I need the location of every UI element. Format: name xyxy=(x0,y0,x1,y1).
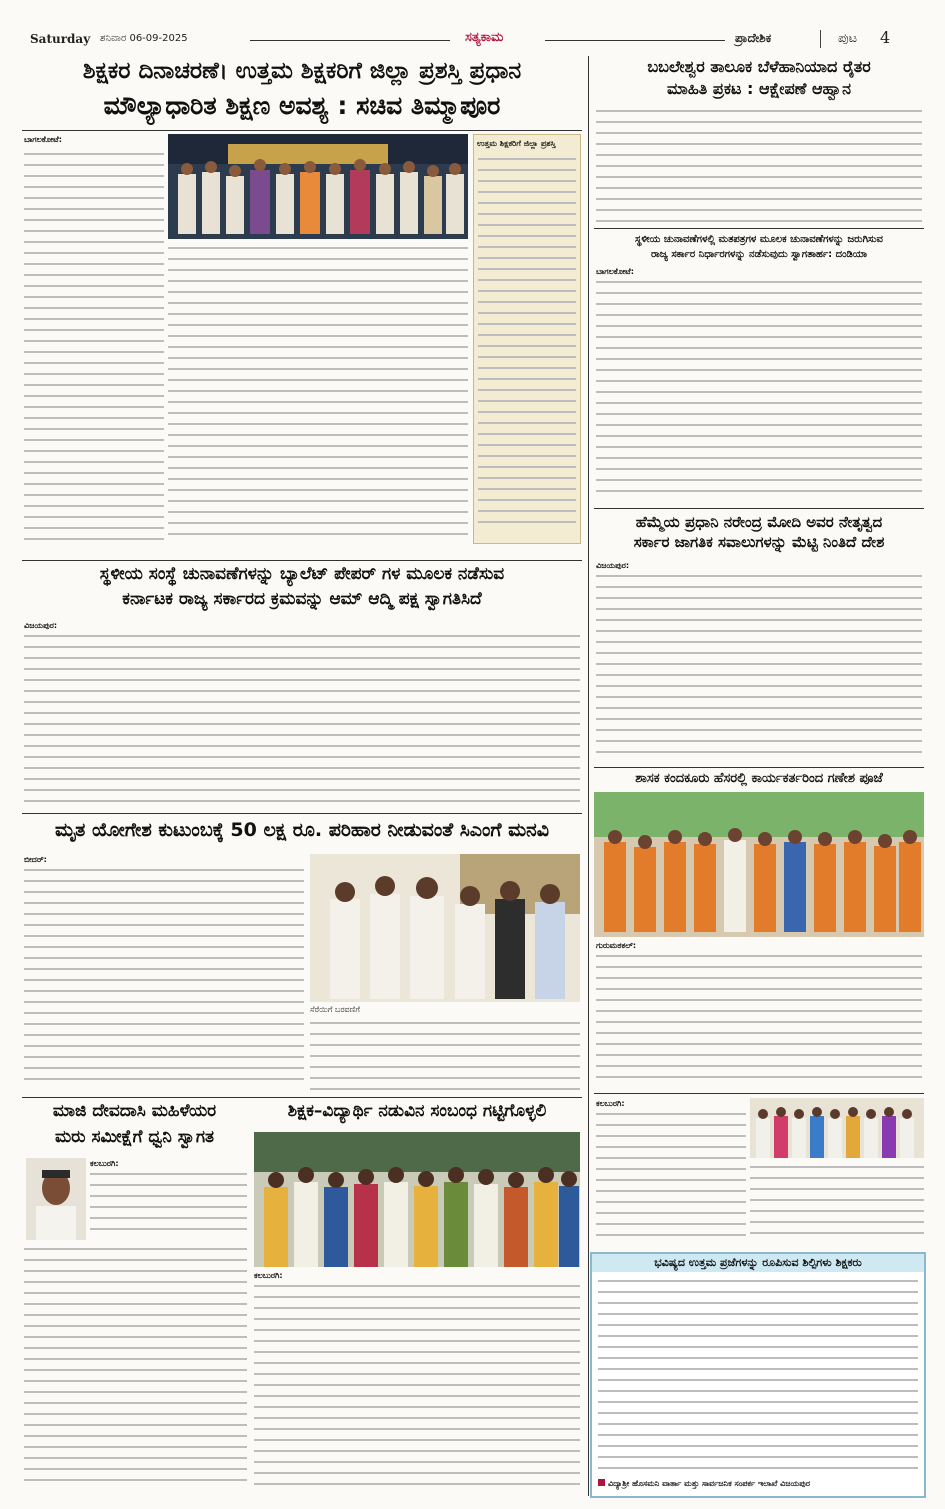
farmers-body xyxy=(596,106,922,226)
text-lines xyxy=(596,1109,746,1247)
ballot-body xyxy=(596,266,922,506)
future-headline: ಭವಿಷ್ಯದ ಉತ್ತಮ ಪ್ರಜೆಗಳನ್ನು ರೂಪಿಸುವ ಶಿಲ್ಪಿಗಳು ಶಿಕ್ಷಕರು xyxy=(592,1254,924,1272)
masthead-page-number: 4 xyxy=(880,28,891,47)
devadasi-lead: ಕಲಬುರಗಿ: xyxy=(90,1159,119,1168)
compensation-photo xyxy=(310,854,580,1002)
farmers-headline-1: ಬಬಲೇಶ್ವರ ತಾಲೂಕ ಬೆಳೆಹಾನಿಯಾದ ರೈತರ xyxy=(647,58,871,76)
masthead-day: Saturday xyxy=(30,32,91,46)
aap-lead: ವಿಜಯಪುರ: xyxy=(24,621,58,630)
text-lines xyxy=(24,1244,247,1492)
rule xyxy=(594,508,924,509)
text-lines xyxy=(750,1162,924,1246)
masthead-paper-name: ಸತ್ಯಕಾಮ xyxy=(465,30,504,45)
ganesha-lead: ಗುರುಮಠಕಲ್: xyxy=(596,941,637,950)
masthead-divider xyxy=(820,30,821,48)
column-separator xyxy=(588,56,589,1496)
farmers-headline-2: ಮಾಹಿತಿ ಪ್ರಕಟ : ಆಕ್ಷೇಪಣೆ ಆಹ್ವಾನ xyxy=(666,80,852,98)
modi-lead: ವಿಜಯಪುರ: xyxy=(596,561,630,570)
aap-headline-2: ಕರ್ನಾಟಕ ರಾಜ್ಯ ಸರ್ಕಾರದ ಕ್ರಮವನ್ನು ಆಮ್ ಆದ್ಮಿ ಪಕ್ಷ ಸ್ವಾಗತಿಸಿದೆ xyxy=(122,590,482,609)
masthead-rule-left xyxy=(250,40,450,41)
text-lines xyxy=(90,1169,247,1237)
ballot-lead: ಬಾಗಲಕೋಟೆ: xyxy=(596,267,634,276)
masthead xyxy=(0,0,945,52)
devadasi-body xyxy=(24,1244,247,1494)
future-box xyxy=(590,1252,926,1498)
text-lines xyxy=(310,1018,580,1092)
student-teacher-headline: ಶಿಕ್ಷಕ–ವಿದ್ಯಾರ್ಥಿ ನಡುವಿನ ಸಂಬಂಧ ಗಟ್ಟಿಗೊಳ್ಳಲಿ xyxy=(287,1102,547,1121)
devadasi-portrait xyxy=(26,1158,86,1240)
text-lines xyxy=(598,1276,918,1472)
future-footer xyxy=(598,1478,918,1492)
ganesha-headline: ಶಾಸಕ ಕಂದಕೂರು ಹೆಸರಲ್ಲಿ ಕಾರ್ಯಕರ್ತರಿಂದ ಗಣೇಶ ಪೂಜೆ xyxy=(635,772,883,786)
square-bullet-icon xyxy=(598,1479,605,1486)
student-teacher-body xyxy=(254,1270,580,1495)
modi-headline-1: ಹೆಮ್ಮೆಯ ಪ್ರಧಾನಿ ನರೇಂದ್ರ ಮೋದಿ ಅವರ ನೇತೃತ್ವದ xyxy=(635,514,883,531)
teachers-day-col-1 xyxy=(24,134,164,554)
teachers-day-sidebar xyxy=(473,134,581,544)
teachers-day-body xyxy=(168,243,468,543)
rule xyxy=(22,813,582,814)
text-lines xyxy=(596,277,922,502)
devadasi-headline-2: ಮರು ಸಮೀಕ್ಷೆಗೆ ಧ್ವನಿ ಸ್ವಾಗತ xyxy=(54,1128,215,1147)
devadasi-headline-1: ಮಾಜಿ ದೇವದಾಸಿ ಮಹಿಳೆಯರ xyxy=(52,1102,217,1121)
masthead-rule-right xyxy=(545,40,725,41)
text-lines xyxy=(24,865,304,1090)
rule xyxy=(22,1097,582,1098)
masthead-date: ಶನಿವಾರ 06-09-2025 xyxy=(100,33,188,44)
text-lines xyxy=(24,631,580,806)
text-lines xyxy=(478,152,576,532)
compensation-photo-caption: ಸೆರೆಯಿಗೆ ಬರವಣಿಗೆ xyxy=(310,1005,360,1014)
masthead-section: ಪ್ರಾದೇಶಿಕ xyxy=(735,31,772,45)
student-teacher-photo xyxy=(254,1132,580,1267)
future-footer-text: ವಿದ್ಯಾಶ್ರೀ ಹೊಸಮನಿ ವಾರ್ತಾ ಮತ್ತು ಸಾರ್ವಜನಿಕ ಸಂಪರ್ಕ ಇಲಾಖೆ ವಿಜಯಪುರ xyxy=(608,1479,810,1488)
text-lines xyxy=(596,571,922,761)
ganesha-body xyxy=(596,940,922,1090)
student-teacher-lead: ಕಲಬುರಗಿ: xyxy=(254,1271,283,1280)
ganesha-photo xyxy=(594,792,924,937)
aap-headline-1: ಸ್ಥಳೀಯ ಸಂಸ್ಥೆ ಚುನಾವಣೆಗಳನ್ನು ಬ್ಯಾಲೆಟ್ ಪೇಪರ್ ಗಳ ಮೂಲಕ ನಡೆಸುವ xyxy=(99,565,505,584)
teachers-day-photo xyxy=(168,134,468,239)
compensation-body-2 xyxy=(310,1018,580,1094)
teachers-day-headline-2: ಮೌಲ್ಯಾಧಾರಿತ ಶಿಕ್ಷಣ ಅವಶ್ಯ : ಸಚಿವ ತಿಮ್ಮಾಪೂರ xyxy=(103,92,501,120)
aap-body xyxy=(24,620,580,810)
devadasi-body-top xyxy=(90,1158,247,1238)
rule xyxy=(22,130,582,131)
teachers-day-headline-1: ಶಿಕ್ಷಕರ ದಿನಾಚರಣೆ। ಉತ್ತಮ ಶಿಕ್ಷಕರಿಗೆ ಜಿಲ್ಲಾ ಪ್ರಶಸ್ತಿ ಪ್ರಧಾನ xyxy=(82,58,522,84)
rule xyxy=(22,560,582,561)
text-lines xyxy=(596,951,922,1089)
kalaburagi-photo xyxy=(750,1098,924,1158)
text-lines xyxy=(168,243,468,543)
teachers-day-lead: ಬಾಗಲಕೋಟೆ: xyxy=(24,135,62,144)
future-body xyxy=(598,1276,918,1474)
text-lines xyxy=(24,145,164,545)
compensation-lead: ಬೀದರ್: xyxy=(24,855,47,864)
kalaburagi-lead: ಕಲಬುರಗಿ: xyxy=(596,1099,625,1108)
masthead-page-label: ಪುಟ xyxy=(838,31,858,46)
compensation-headline: ಮೃತ ಯೋಗೇಶ ಕುಟುಂಬಕ್ಕೆ 50 ಲಕ್ಷ ರೂ. ಪರಿಹಾರ ನೀಡುವಂತೆ ಸಿಎಂಗೆ ಮನವಿ xyxy=(55,820,549,841)
rule xyxy=(594,1093,924,1094)
modi-body xyxy=(596,560,922,765)
teachers-day-sidebar-title: ಉತ್ತಮ ಶಿಕ್ಷಕರಿಗೆ ಜಿಲ್ಲಾ ಪ್ರಶಸ್ತಿ xyxy=(477,139,556,148)
ballot-headline-1: ಸ್ಥಳೀಯ ಚುನಾವಣೆಗಳಲ್ಲಿ ಮತಪತ್ರಗಳ ಮೂಲಕ ಚುನಾವಣೆಗಳನ್ನು ಜರುಗಿಸುವ xyxy=(635,234,883,245)
compensation-body xyxy=(24,854,304,1094)
rule xyxy=(594,228,924,229)
modi-headline-2: ಸರ್ಕಾರ ಜಾಗತಿಕ ಸವಾಲುಗಳನ್ನು ಮೆಟ್ಟಿ ನಿಂತಿದೆ ದೇಶ xyxy=(633,534,885,551)
rule xyxy=(594,767,924,768)
text-lines xyxy=(254,1281,580,1493)
kalaburagi-body-2 xyxy=(750,1162,924,1248)
kalaburagi-body xyxy=(596,1098,746,1248)
ballot-headline-2: ರಾಜ್ಯ ಸರ್ಕಾರ ನಿರ್ಧಾರಗಳನ್ನು ನಡೆಸುವುದು ಸ್ವಾಗತಾರ್ಹ: ದಂಡಿಯಾ xyxy=(650,249,868,260)
text-lines xyxy=(596,106,922,224)
